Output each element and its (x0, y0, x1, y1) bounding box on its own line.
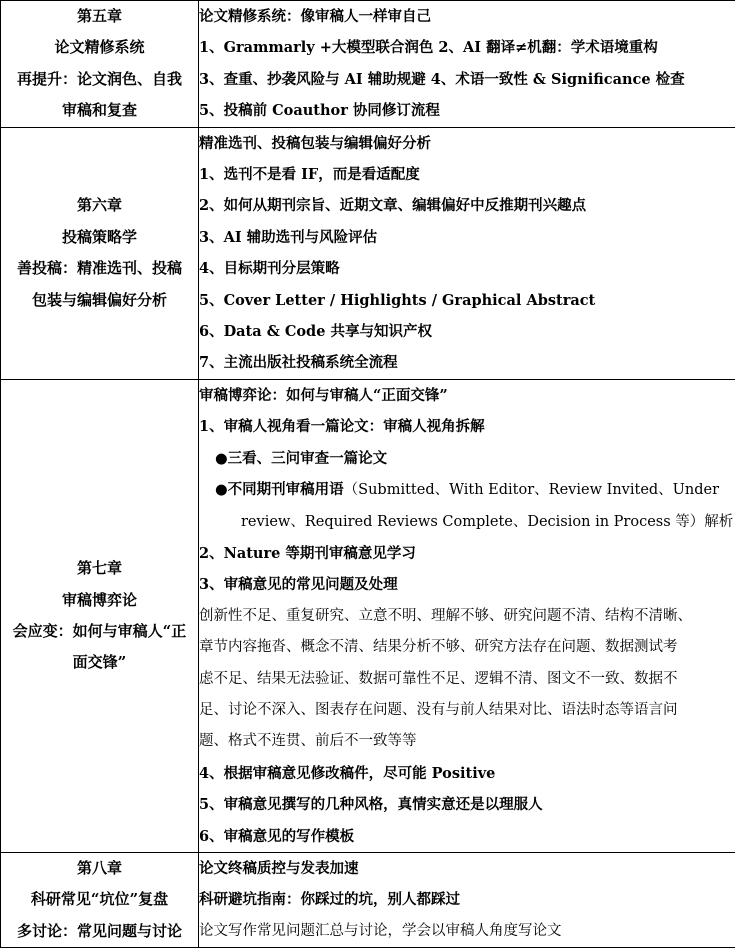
chapter-7-content-cell (199, 379, 735, 852)
chapter-8-number: 第八章 (1, 853, 198, 884)
chapter-5-label-cell (1, 1, 199, 128)
chapter-7-item-4: 4、根据审稿意见修改稿件，尽可能 Positive (199, 758, 735, 789)
chapter-5-number: 第五章 (1, 1, 198, 32)
chapter-7-problems-line: 足、讨论不深入、图表存在问题、没有与前人结果对比、语法时态等语言问 (199, 695, 735, 726)
chapter-7-subtitle-1: 会应变：如何与审稿人“正 (1, 616, 198, 647)
bullet-2-normal-text: （Submitted、With Editor、Review Invited、Under (344, 482, 719, 498)
chapter-6-item: 3、AI 辅助选刊与风险评估 (199, 222, 735, 253)
chapter-8-heading: 论文终稿质控与发表加速 (199, 853, 735, 884)
chapter-6-number: 第六章 (1, 190, 198, 221)
chapter-5-subtitle-1: 再提升：论文润色、自我 (1, 64, 198, 95)
bullet-dot-icon: ● (215, 481, 228, 498)
chapter-7-item-6: 6、审稿意见的写作模板 (199, 821, 735, 852)
chapter-5-content-cell (199, 1, 735, 128)
chapter-8-description: 论文写作常见问题汇总与讨论，学会以审稿人角度写论文 (199, 916, 735, 947)
chapter-6-label-cell (1, 127, 199, 379)
chapter-6-item: 4、目标期刊分层策略 (199, 253, 735, 284)
bullet-dot-icon: ● (215, 450, 228, 467)
chapter-5-row (1, 1, 735, 128)
chapter-8-label-cell (1, 852, 199, 947)
chapter-7-bullet-1 (199, 443, 735, 474)
chapter-6-subtitle-2: 包装与编辑偏好分析 (1, 285, 198, 316)
chapter-7-subtitle-2: 面交锋” (1, 647, 198, 678)
chapter-6-content-cell (199, 127, 735, 379)
chapter-6-row (1, 127, 735, 379)
chapter-6-item: 1、选刊不是看 IF，而是看适配度 (199, 159, 735, 190)
chapter-6-item: 5、Cover Letter / Highlights / Graphical Abstract (199, 285, 735, 316)
chapter-7-label-cell (1, 379, 199, 852)
chapter-7-title: 审稿博弈论 (1, 585, 198, 616)
chapter-7-bullet-2-continuation: review、Required Reviews Complete、Decision in Process 等）解析 (199, 507, 735, 538)
chapter-6-item: 6、Data & Code 共享与知识产权 (199, 316, 735, 347)
chapter-6-title: 投稿策略学 (1, 222, 198, 253)
chapter-5-subtitle-2: 审稿和复查 (1, 95, 198, 126)
chapter-7-row (1, 379, 735, 852)
chapter-6-item: 7、主流出版社投稿系统全流程 (199, 347, 735, 378)
chapter-7-item-5: 5、审稿意见撰写的几种风格，真情实意还是以理服人 (199, 789, 735, 820)
chapter-8-row (1, 852, 735, 947)
chapter-5-heading: 论文精修系统：像审稿人一样审自己 (199, 1, 735, 32)
bullet-2-bold-text: 不同期刊审稿用语 (228, 481, 344, 498)
chapter-5-item: 1、Grammarly +大模型联合润色 2、AI 翻译≠机翻：学术语境重构 (199, 32, 735, 63)
chapter-7-number: 第七章 (1, 553, 198, 584)
chapter-7-bullet-2 (199, 474, 735, 506)
chapter-7-item-2: 2、Nature 等期刊审稿意见学习 (199, 538, 735, 569)
bullet-1-text: 三看、三问审查一篇论文 (228, 450, 388, 467)
chapter-8-title: 科研常见“坑位”复盘 (1, 884, 198, 915)
chapter-7-problems-line: 虑不足、结果无法验证、数据可靠性不足、逻辑不清、图文不一致、数据不 (199, 664, 735, 695)
chapter-7-heading: 审稿博弈论：如何与审稿人“正面交锋” (199, 380, 735, 411)
chapter-5-title: 论文精修系统 (1, 32, 198, 63)
chapter-8-subtitle: 多讨论：常见问题与讨论 (1, 916, 198, 947)
chapter-6-item: 2、如何从期刊宗旨、近期文章、编辑偏好中反推期刊兴趣点 (199, 190, 735, 221)
chapter-7-problems-line: 创新性不足、重复研究、立意不明、理解不够、研究问题不清、结构不清晰、 (199, 601, 735, 632)
chapter-5-item: 3、查重、抄袭风险与 AI 辅助规避 4、术语一致性 & Significance 检查 (199, 64, 735, 95)
chapter-7-item-1: 1、审稿人视角看一篇论文：审稿人视角拆解 (199, 411, 735, 442)
chapter-6-subtitle-1: 善投稿：精准选刊、投稿 (1, 253, 198, 284)
chapter-7-problems-line: 题、格式不连贯、前后不一致等等 (199, 726, 735, 757)
chapter-5-item: 5、投稿前 Coauthor 协同修订流程 (199, 95, 735, 126)
chapter-7-item-3: 3、审稿意见的常见问题及处理 (199, 569, 735, 600)
chapter-8-item: 科研避坑指南：你踩过的坑，别人都踩过 (199, 884, 735, 915)
chapter-7-problems-line: 章节内容拖沓、概念不清、结果分析不够、研究方法存在问题、数据测试考 (199, 632, 735, 663)
chapter-6-heading: 精准选刊、投稿包装与编辑偏好分析 (199, 128, 735, 159)
chapter-8-content-cell (199, 852, 735, 947)
